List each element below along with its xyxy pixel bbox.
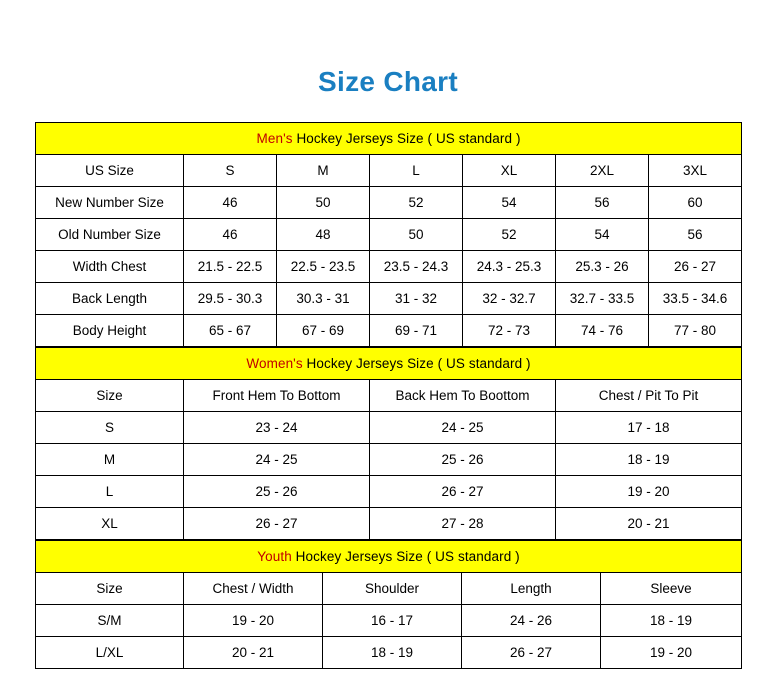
youth-row-1-cell-2: 18 - 19 bbox=[323, 637, 462, 669]
mens-row-4-cell-1: 65 - 67 bbox=[184, 315, 277, 347]
table-row bbox=[36, 605, 742, 637]
womens-row-0-cell-1: 23 - 24 bbox=[184, 412, 370, 444]
mens-row-0-cell-6: 60 bbox=[649, 187, 742, 219]
womens-banner-cell bbox=[36, 348, 742, 380]
youth-row-1-label: L/XL bbox=[36, 637, 184, 669]
mens-row-1-cell-6: 56 bbox=[649, 219, 742, 251]
womens-banner-rest: Hockey Jerseys Size ( US standard ) bbox=[302, 356, 531, 371]
womens-banner-row bbox=[36, 348, 742, 380]
mens-row-0-cell-4: 54 bbox=[463, 187, 556, 219]
mens-row-3-label: Back Length bbox=[36, 283, 184, 315]
mens-header-cell-1: S bbox=[184, 155, 277, 187]
mens-row-3-cell-2: 30.3 - 31 bbox=[277, 283, 370, 315]
youth-header-row bbox=[36, 573, 742, 605]
size-chart-tables bbox=[35, 122, 741, 669]
table-row bbox=[36, 637, 742, 669]
womens-header-cell-1: Front Hem To Bottom bbox=[184, 380, 370, 412]
youth-row-0-cell-4: 18 - 19 bbox=[601, 605, 742, 637]
table-row bbox=[36, 251, 742, 283]
mens-row-2-cell-1: 21.5 - 22.5 bbox=[184, 251, 277, 283]
mens-row-2-cell-3: 23.5 - 24.3 bbox=[370, 251, 463, 283]
mens-banner-accent: Men's bbox=[256, 131, 293, 146]
mens-row-4-label: Body Height bbox=[36, 315, 184, 347]
table-row bbox=[36, 315, 742, 347]
womens-header-cell-3: Chest / Pit To Pit bbox=[556, 380, 742, 412]
mens-row-1-cell-2: 48 bbox=[277, 219, 370, 251]
womens-row-0-cell-3: 17 - 18 bbox=[556, 412, 742, 444]
youth-size-table bbox=[35, 540, 742, 669]
mens-row-2-cell-6: 26 - 27 bbox=[649, 251, 742, 283]
mens-banner-row bbox=[36, 123, 742, 155]
mens-row-0-cell-2: 50 bbox=[277, 187, 370, 219]
table-row bbox=[36, 508, 742, 540]
mens-header-cell-3: L bbox=[370, 155, 463, 187]
womens-row-2-cell-1: 25 - 26 bbox=[184, 476, 370, 508]
womens-header-row bbox=[36, 380, 742, 412]
youth-header-cell-1: Chest / Width bbox=[184, 573, 323, 605]
womens-row-1-label: M bbox=[36, 444, 184, 476]
womens-header-cell-2: Back Hem To Boottom bbox=[370, 380, 556, 412]
mens-banner-rest: Hockey Jerseys Size ( US standard ) bbox=[292, 131, 521, 146]
youth-banner-rest: Hockey Jerseys Size ( US standard ) bbox=[291, 549, 520, 564]
youth-header-cell-2: Shoulder bbox=[323, 573, 462, 605]
mens-row-2-cell-2: 22.5 - 23.5 bbox=[277, 251, 370, 283]
youth-banner-cell bbox=[36, 541, 742, 573]
womens-header-cell-0: Size bbox=[36, 380, 184, 412]
mens-row-2-cell-5: 25.3 - 26 bbox=[556, 251, 649, 283]
womens-row-2-cell-3: 19 - 20 bbox=[556, 476, 742, 508]
youth-header-cell-3: Length bbox=[462, 573, 601, 605]
table-row bbox=[36, 444, 742, 476]
womens-row-2-cell-2: 26 - 27 bbox=[370, 476, 556, 508]
mens-row-2-label: Width Chest bbox=[36, 251, 184, 283]
youth-header-cell-0: Size bbox=[36, 573, 184, 605]
mens-row-4-cell-6: 77 - 80 bbox=[649, 315, 742, 347]
mens-size-table bbox=[35, 122, 742, 347]
mens-header-cell-0: US Size bbox=[36, 155, 184, 187]
mens-row-1-cell-3: 50 bbox=[370, 219, 463, 251]
mens-row-1-cell-5: 54 bbox=[556, 219, 649, 251]
youth-row-0-cell-2: 16 - 17 bbox=[323, 605, 462, 637]
mens-row-3-cell-6: 33.5 - 34.6 bbox=[649, 283, 742, 315]
mens-row-4-cell-2: 67 - 69 bbox=[277, 315, 370, 347]
womens-banner-accent: Women's bbox=[246, 356, 303, 371]
page-title: Size Chart bbox=[318, 66, 458, 97]
youth-row-0-label: S/M bbox=[36, 605, 184, 637]
mens-header-row bbox=[36, 155, 742, 187]
youth-header-cell-4: Sleeve bbox=[601, 573, 742, 605]
womens-row-3-cell-3: 20 - 21 bbox=[556, 508, 742, 540]
mens-row-4-cell-3: 69 - 71 bbox=[370, 315, 463, 347]
mens-row-0-label: New Number Size bbox=[36, 187, 184, 219]
table-row bbox=[36, 219, 742, 251]
youth-row-0-cell-1: 19 - 20 bbox=[184, 605, 323, 637]
mens-row-3-cell-5: 32.7 - 33.5 bbox=[556, 283, 649, 315]
youth-row-1-cell-1: 20 - 21 bbox=[184, 637, 323, 669]
mens-row-0-cell-5: 56 bbox=[556, 187, 649, 219]
mens-row-0-cell-3: 52 bbox=[370, 187, 463, 219]
mens-header-cell-6: 3XL bbox=[649, 155, 742, 187]
womens-row-3-cell-1: 26 - 27 bbox=[184, 508, 370, 540]
mens-row-1-label: Old Number Size bbox=[36, 219, 184, 251]
mens-row-3-cell-3: 31 - 32 bbox=[370, 283, 463, 315]
mens-row-1-cell-1: 46 bbox=[184, 219, 277, 251]
mens-row-4-cell-5: 74 - 76 bbox=[556, 315, 649, 347]
womens-row-2-label: L bbox=[36, 476, 184, 508]
youth-row-1-cell-3: 26 - 27 bbox=[462, 637, 601, 669]
womens-row-1-cell-1: 24 - 25 bbox=[184, 444, 370, 476]
mens-row-0-cell-1: 46 bbox=[184, 187, 277, 219]
table-row bbox=[36, 283, 742, 315]
womens-row-1-cell-2: 25 - 26 bbox=[370, 444, 556, 476]
youth-banner-accent: Youth bbox=[257, 549, 292, 564]
womens-row-0-label: S bbox=[36, 412, 184, 444]
youth-banner-row bbox=[36, 541, 742, 573]
table-row bbox=[36, 412, 742, 444]
mens-row-1-cell-4: 52 bbox=[463, 219, 556, 251]
table-row bbox=[36, 187, 742, 219]
womens-size-table bbox=[35, 347, 742, 540]
mens-banner-cell bbox=[36, 123, 742, 155]
womens-row-3-cell-2: 27 - 28 bbox=[370, 508, 556, 540]
mens-header-cell-2: M bbox=[277, 155, 370, 187]
womens-row-0-cell-2: 24 - 25 bbox=[370, 412, 556, 444]
mens-row-3-cell-4: 32 - 32.7 bbox=[463, 283, 556, 315]
mens-header-cell-4: XL bbox=[463, 155, 556, 187]
womens-row-3-label: XL bbox=[36, 508, 184, 540]
mens-row-4-cell-4: 72 - 73 bbox=[463, 315, 556, 347]
mens-row-2-cell-4: 24.3 - 25.3 bbox=[463, 251, 556, 283]
table-row bbox=[36, 476, 742, 508]
mens-row-3-cell-1: 29.5 - 30.3 bbox=[184, 283, 277, 315]
womens-row-1-cell-3: 18 - 19 bbox=[556, 444, 742, 476]
youth-row-0-cell-3: 24 - 26 bbox=[462, 605, 601, 637]
mens-header-cell-5: 2XL bbox=[556, 155, 649, 187]
youth-row-1-cell-4: 19 - 20 bbox=[601, 637, 742, 669]
